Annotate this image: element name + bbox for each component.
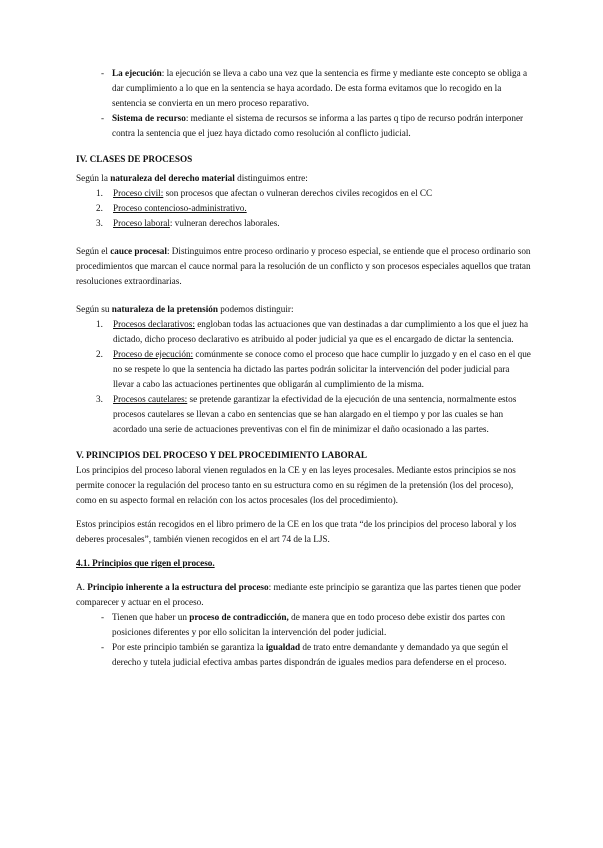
list-item: 1. Proceso civil: son procesos que afectan o vulneran derechos civiles recogidos en el CC (96, 188, 433, 198)
section-heading-v: V. PRINCIPIOS DEL PROCESO Y DEL PROCEDIMIENTO LABORAL (76, 450, 367, 460)
bullet-text: : mediante el sistema de recursos se informa a las partes q tipo de recurso podrán interponer contra la sentencia que el juez haya dictado como resolución al conflicto judicial. (112, 113, 524, 138)
paragraph-recogidos: Estos principios están recogidos en el libro primero de la CE en los que trata “de los principios del proceso laboral y los deberes procesales”, también vienen recogidos en el art 74 de la LJS. (76, 519, 517, 544)
bullet-title: Sistema de recurso (112, 113, 186, 123)
bullet-marker: - (100, 642, 105, 652)
bullet-sistema-recurso (93, 111, 532, 141)
page-content (76, 66, 532, 670)
bullet-ejecucion (93, 66, 532, 111)
paragraph-cauce-procesal: Según el cauce procesal: Distinguimos entre proceso ordinario y proceso especial, se entiende que el proceso ordinario son procedimientos que marcan el cauce normal para la resolución de un conflicto y son procesos especiales aquellos que tratan resoluciones extraordinarias. (76, 246, 531, 286)
bullet-marker: - (100, 612, 105, 622)
paragraph-principio-a: A. Principio inherente a la estructura del proceso: mediante este principio se garantiza que las partes tienen que poder comparecer y actuar en el proceso. (76, 582, 521, 607)
bullet-text: : la ejecución se lleva a cabo una vez que la sentencia es firme y mediante este concepto se obliga a dar cumplimiento a lo que en la sentencia se haya acordado. De esta forma evitamos que lo recogido en la sentencia se convierta en un mero proceso reparativo. (112, 68, 528, 108)
subsection-heading: 4.1. Principios que rigen el proceso. (76, 558, 215, 568)
paragraph-principios: Los principios del proceso laboral vienen regulados en la CE y en las leyes procesales. Mediante estos principios se nos permite conocer la regulación del proceso tanto en su estructura como en su régimen de la pretensión (los del proceso), como en su aspecto formal en relación con los actos procesales (los del procedimiento). (76, 465, 516, 505)
list-item: 3. Proceso laboral: vulneran derechos laborales. (96, 218, 280, 228)
list-item: 1. Procesos declarativos: engloban todas las actuaciones que van destinadas a dar cumplimiento a los que el juez ha dictado, dicho proceso declarativo es atribuido al poder judicial ya que es el encargado de dictar la sentencia. (96, 319, 529, 344)
bullet-marker: - (100, 68, 105, 78)
bullet-contradiccion: - Tienen que haber un proceso de contradicción, de manera que en todo proceso debe existir dos partes con posiciones diferentes y por ello solicitan la intervención del poder judicial. (93, 610, 532, 640)
intro-pretension: Según su naturaleza de la pretensión podemos distinguir: (76, 304, 294, 314)
bullet-igualdad: - Por este principio también se garantiza la igualdad de trato entre demandante y demandado ya que según el derecho y tutela judicial efectiva ambas partes dispondrán de iguales medios para defenderse en el proceso. (93, 640, 532, 670)
intro-naturaleza: Según la naturaleza del derecho material distinguimos entre: (76, 173, 308, 183)
section-heading-iv: IV. CLASES DE PROCESOS (76, 154, 193, 164)
bullet-marker: - (100, 113, 105, 123)
list-item: 2. Proceso de ejecución: comúnmente se conoce como el proceso que hace cumplir lo juzgado y en el caso en el que no se respete lo que la sentencia ha dictado las partes podrán solicitar la intervención del poder judicial para llevar a cabo las actuaciones pertinentes que obligarán al cumplimiento de la misma. (96, 349, 531, 389)
list-item: 2. Proceso contencioso-administrativo. (96, 203, 247, 213)
list-item: 3. Procesos cautelares: se pretende garantizar la efectividad de la ejecución de una sentencia, normalmente estos procesos cautelares se llevan a cabo en sentencias que se han alargado en el tiempo y por las cuales se han acordado una serie de actuaciones preventivas con el fin de minimizar el daño ocasionado a las partes. (96, 394, 517, 434)
bullet-title: La ejecución (112, 68, 162, 78)
